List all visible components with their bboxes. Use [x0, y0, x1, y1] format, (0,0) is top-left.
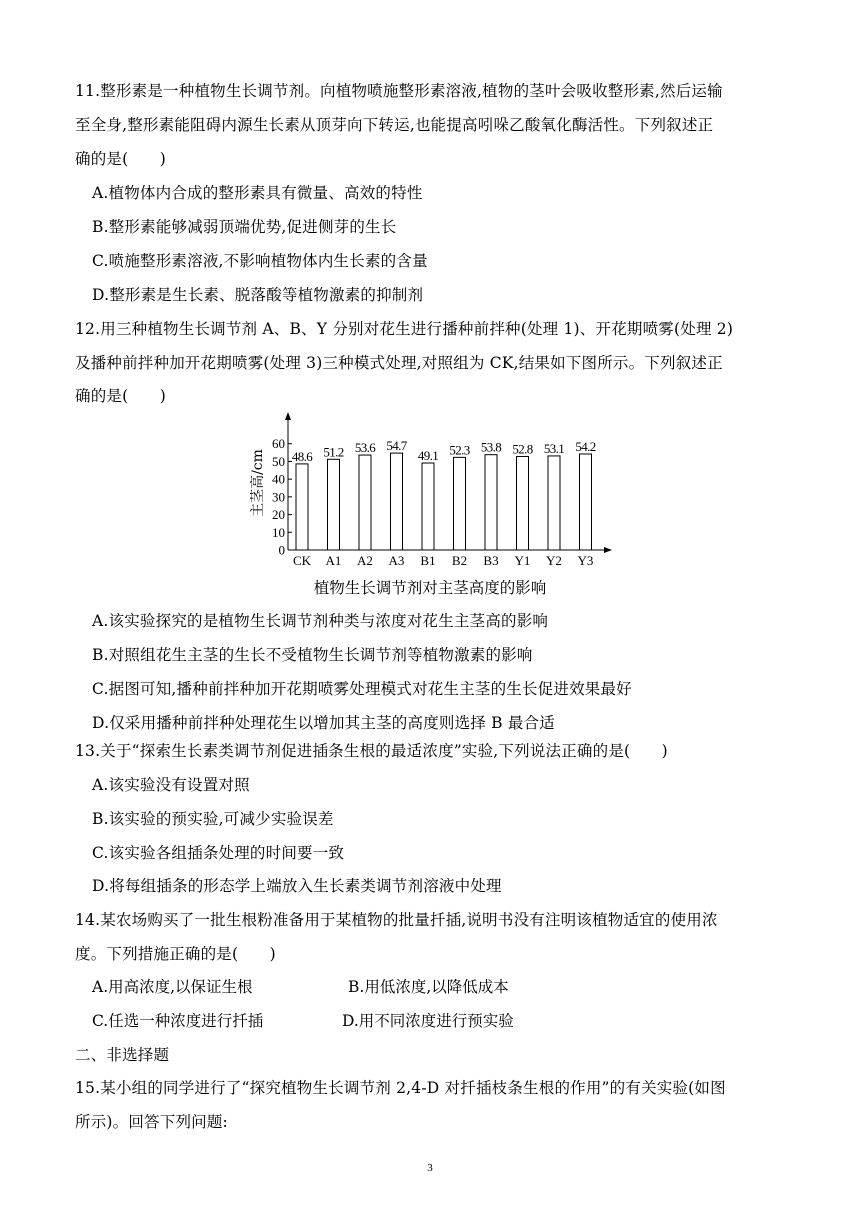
bar-value-label: 49.1	[417, 448, 439, 464]
x-tick-label: B2	[451, 553, 468, 568]
q12-option-d: D.仅采用播种前拌种处理花生以增加其主茎的高度则选择 B 最合适	[92, 714, 555, 732]
x-tick-label: Y2	[546, 553, 562, 568]
bar-value-label: 52.3	[449, 442, 470, 458]
x-tick-label: B1	[420, 553, 436, 568]
q14-option-a: A.用高浓度,以保证生根	[92, 978, 253, 996]
q14-stem-line1: 14.某农场购买了一批生根粉准备用于某植物的批量扦插,说明书没有注明该植物适宜的使用浓	[75, 911, 718, 929]
y-tick-label: 50	[272, 453, 285, 469]
y-axis-arrow	[285, 412, 291, 420]
y-tick-label: 20	[272, 507, 285, 523]
bar-value-label: 53.1	[543, 440, 565, 456]
bar-b2	[454, 457, 466, 550]
bar-a3	[391, 453, 403, 550]
page-number: 3	[427, 1162, 433, 1174]
y-tick-label: 10	[272, 524, 285, 540]
y-axis-label: 主茎高/cm	[250, 449, 266, 517]
x-tick-label: A1	[325, 553, 342, 568]
chart-caption: 植物生长调节剂对主茎高度的影响	[313, 579, 547, 597]
bar-value-label: 51.2	[323, 444, 344, 460]
bar-b3	[485, 455, 497, 550]
x-tick-label: A2	[357, 553, 373, 568]
q12-option-a: A.该实验探究的是植物生长调节剂种类与浓度对花生主茎高的影响	[92, 612, 549, 630]
bar-y3	[580, 454, 592, 550]
q15-stem-line1: 15.某小组的同学进行了“探究植物生长调节剂 2,4-D 对扦插枝条生根的作用”的有关实验(如图	[75, 1079, 726, 1097]
q13-option-d: D.将每组插条的形态学上端放入生长素类调节剂溶液中处理	[92, 877, 502, 895]
main-stem-height-bar-chart	[240, 408, 620, 568]
q13-stem: 13.关于“探索生长素类调节剂促进插条生根的最适浓度”实验,下列说法正确的是( )	[75, 742, 668, 760]
x-axis-arrow	[604, 547, 612, 553]
bar-value-label: 52.8	[512, 441, 533, 457]
q11-option-b: B.整形素能够减弱顶端优势,促进侧芽的生长	[92, 218, 397, 236]
bar-a1	[328, 459, 340, 550]
bar-value-label: 54.2	[575, 438, 596, 454]
bar-y2	[548, 456, 560, 550]
x-tick-label: CK	[292, 553, 312, 568]
bar-a2	[359, 455, 371, 550]
y-tick-label: 40	[272, 471, 285, 487]
bar-value-label: 53.6	[354, 440, 376, 456]
q14-option-d: D.用不同浓度进行预实验	[342, 1012, 514, 1030]
q14-stem-line2: 度。下列措施正确的是( )	[75, 945, 276, 963]
q14-option-b: B.用低浓度,以降低成本	[348, 978, 509, 996]
q11-stem-line1: 11.整形素是一种植物生长调节剂。向植物喷施整形素溶液,植物的茎叶会吸收整形素,然后运输	[75, 82, 723, 100]
bar-b1	[422, 463, 434, 550]
y-tick-label: 0	[278, 542, 285, 558]
bar-value-label: 54.7	[386, 438, 407, 454]
section-heading: 二、非选择题	[75, 1046, 170, 1064]
bar-value-label: 53.8	[480, 439, 502, 455]
bar-y1	[517, 456, 529, 550]
q12-stem-line1: 12.用三种植物生长调节剂 A、B、Y 分别对花生进行播种前拌种(处理 1)、开花期喷雾(处理 2)	[75, 320, 734, 338]
q12-option-c: C.据图可知,播种前拌种加开花期喷雾处理模式对花生主茎的生长促进效果最好	[92, 680, 632, 698]
q15-stem-line2: 所示)。回答下列问题:	[75, 1113, 228, 1131]
bar-ck	[296, 464, 308, 550]
q12-stem-line2: 及播种前拌种加开花期喷雾(处理 3)三种模式处理,对照组为 CK,结果如下图所示。下列叙述正	[75, 354, 723, 372]
q13-option-b: B.该实验的预实验,可减少实验误差	[92, 810, 334, 828]
y-tick-label: 30	[272, 489, 285, 505]
q11-option-c: C.喷施整形素溶液,不影响植物体内生长素的含量	[92, 252, 428, 270]
q12-option-b: B.对照组花生主茎的生长不受植物生长调节剂等植物激素的影响	[92, 646, 533, 664]
q13-option-c: C.该实验各组插条处理的时间要一致	[92, 844, 345, 862]
x-tick-label: Y1	[514, 553, 531, 568]
bar-value-label: 48.6	[291, 448, 313, 464]
q12-stem-line3: 确的是( )	[75, 387, 166, 405]
x-tick-label: Y3	[577, 553, 594, 568]
q13-option-a: A.该实验没有设置对照	[92, 776, 250, 794]
q11-option-a: A.植物体内合成的整形素具有微量、高效的特性	[92, 184, 423, 202]
q11-stem-line3: 确的是( )	[75, 150, 166, 168]
x-tick-label: B3	[483, 553, 499, 568]
q11-option-d: D.整形素是生长素、脱落酸等植物激素的抑制剂	[92, 286, 424, 304]
y-tick-label: 60	[272, 436, 285, 452]
x-tick-label: A3	[388, 553, 405, 568]
q11-stem-line2: 至全身,整形素能阻碍内源生长素从顶芽向下转运,也能提高吲哚乙酸氧化酶活性。下列叙述正	[75, 116, 714, 134]
q14-option-c: C.任选一种浓度进行扦插	[92, 1012, 264, 1030]
